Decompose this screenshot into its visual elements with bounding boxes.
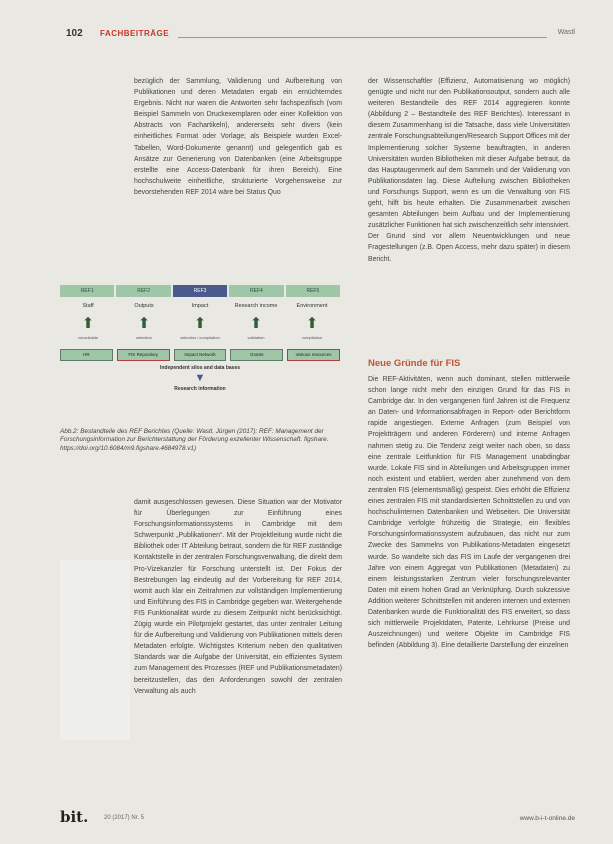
issue-number: 20 (2017) Nr. 5 — [104, 815, 145, 821]
paragraph: bezüglich der Sammlung, Validierung und Aufbereitung von Publikationen und deren Metadaten ergab ein ernüchterndes Ergebnis. Nicht nur waren die Antworten sehr fachspezifisch (vom Beispiel Sammeln von Druckexemplaren oder einer Kollektion von Abstracts von Fachartikeln), andererseits sehr divers (kein einheitliches Format oder Vorlage; als Beispiele wurden Excel-Tabellen, Word-Dokumente genannt) und gelegentlich gab es Ansätze zur Generierung von Datenbanken (eine Arbeitsgruppe erstellte eine Access-Datenbank für ihren Bereich). Eine hochschulweite einheitliche, strukturierte Vorgehensweise zur bevorstehenden REF 2014 wäre bei Status Quo — [134, 78, 342, 196]
ref-arrows — [60, 315, 340, 333]
up-arrow-icon: ⬆ — [137, 315, 151, 332]
ref-bar-1: REF1 — [60, 285, 114, 297]
figure-research-line: Research information — [174, 386, 226, 392]
ref-sublabel: validation — [247, 335, 265, 340]
ref-bar-5: REF5 — [286, 285, 340, 297]
figure-caption: Abb.2: Bestandteile des REF Berichtes (Quelle: Wastl, Jürgen (2017): REF: Management der Forschungsinformation zur Berichterstattung der Förderung exzellenter Wissenschaft. figshare. https://doi.org/10.6084/m9.figshare.4684978.v1) — [60, 428, 329, 452]
ref-labels — [60, 303, 340, 309]
section-title: FACHBEITRÄGE — [100, 29, 170, 38]
ref-sublabel: selection — [136, 335, 152, 340]
figure-data-line: Independent silos and data bases — [159, 365, 241, 371]
header-rule — [178, 37, 547, 38]
ref-label-income: Research income — [234, 303, 278, 309]
source-box: Grants — [230, 349, 283, 361]
ref-label-impact: Impact — [191, 303, 209, 309]
up-arrow-icon: ⬆ — [249, 315, 263, 332]
ref-label-environment: Environment — [296, 303, 328, 309]
ref-sublabel: consolidate — [77, 335, 99, 340]
paragraph: Die REF-Aktivitäten, wenn auch dominant, stellen mittlerweile schon lange nicht mehr den einzigen Grund für das FIS in Cambridge dar. In den vergangenen fünf Jahren ist die Frequenz an Daten- und Informationsabfragen in Report- oder Berichtform rapide angestiegen. Externe Anfragen (zum Beispiel von Projektträgern und anderen Förderern) und interne Anfragen nahmen stetig zu. Die Tendenz zeigt weiter nach oben, so dass eine zentrale Leitfunktion für FIS Management unabdingbar wurde. Lokale FIS sind in Abteilungen und Arbeitsgruppen immer noch existent und etabliert, werden aber zunehmend von dem zentralen FIS (elementsmäßig) gespeist. Dies erhöht die Effizienz eines zentralen FIS mit standardisierten Schnittstellen zu und von hochschulinternen Datenbanken und Webseiten. Die Universität Cambridge verfolgte frühzeitig die Strategie, ein flexibles Forschungsinformationssystem aufzubauen, das nicht nur zum Zwecke des Sammelns von Publikations-Metadaten eingesetzt wurde. So wandelte sich das FIS im Laufe der vergangenen drei Jahre von einem Aggregat von Publikationen (Metadaten) zu einem leistungsstarken Zentrum vieler forschungsrelevanter Daten mit einem hohen Grad an Verknüpfung. Durch sukzessive Addition weiterer Schnittstellen mit anderen internen und externen Datenbanken wurde die Funktionalität des FIS erweitert, so dass sich mittlerweile Projektdaten, Patente, Lehrkurse (Preise und Auszeichnungen) und weitere Objekte im Cambridge FIS befinden (Abbildung 3). Eine detaillierte Darstellung der einzelnen — [368, 376, 570, 650]
ref-sublabels — [60, 335, 340, 340]
author-name: Wastl — [557, 29, 575, 36]
down-arrow-icon: ▼ — [194, 372, 206, 384]
left-column-top-text — [134, 76, 342, 198]
right-column-bottom-text — [368, 374, 570, 651]
ref-bar-3: REF3 — [173, 285, 227, 297]
up-arrow-icon: ⬆ — [305, 315, 319, 332]
up-arrow-icon: ⬆ — [193, 315, 207, 332]
source-box: HR — [60, 349, 113, 361]
ref-diagram-figure — [60, 285, 340, 422]
section-heading: Neue Gründe für FIS — [368, 358, 461, 369]
paragraph: damit ausgeschlossen gewesen. Diese Situation war der Motivator für Überlegungen zur Einführung eines Forschungsinformationssystems in Cambridge mit dem Schwerpunkt „Publikationen“. Mit der Projektleitung wurde nicht die Bibliothek oder IT Abteilung betraut, sondern die für REF zuständige Kontaktstelle in der zentralen Forschungsverwaltung, die direkt dem Pro-Vizekanzler für Forschung unterstellt ist. Der Fokus der Bestrebungen lag eindeutig auf der Vorbereitung für REF 2014, womit auch klar ein Zeitrahmen zur vollständigen Implementierung und Einführung des FIS in Cambridge gegeben war. Weitergehende FIS Funktionalität wurde zu diesem Zeitpunkt nicht berücksichtigt. Zügig wurde ein Pilotprojekt gestartet, das unter zentraler Leitung für die Aufbereitung und Validierung von Publikationen mittels deren Metadaten erfolgte. Wichtigstes Kriterium neben den qualitativen Standards war die Aufgabe der Universität, ein effizientes System zum Management des Prozesses (REF und Publikationsmetadaten) bereitzustellen, das den Anforderungen sowohl der zentralen Verwaltung als auch — [134, 499, 342, 695]
ref-bars — [60, 285, 340, 297]
ref-sublabel: selection / compilation — [180, 335, 220, 340]
ref-sublabel: compilation — [301, 335, 323, 340]
page-number: 102 — [66, 28, 83, 39]
scan-shadow — [60, 560, 130, 740]
source-box: Impact Network — [174, 349, 227, 361]
ref-bar-2: REF2 — [116, 285, 170, 297]
footer-url: www.b-i-t-online.de — [519, 815, 575, 822]
ref-label-outputs: Outputs — [134, 303, 154, 309]
right-column-top-text — [368, 76, 570, 265]
source-box: Various resources — [287, 349, 340, 361]
up-arrow-icon: ⬆ — [81, 315, 95, 332]
source-box: FIS Repository — [117, 349, 170, 361]
bit-logo: bit. — [60, 808, 89, 826]
ref-label-staff: Staff — [82, 303, 94, 309]
ref-bar-4: REF4 — [229, 285, 283, 297]
ref-source-boxes — [60, 349, 340, 361]
paragraph: der Wissenschaftler (Effizienz, Automatisierung wo möglich) genügte und nicht nur den Publikationsoutput, sondern auch alle weiteren Bestandteile des REF 2014 aggregieren konnte (Abbildung 2 – Bestandteile des REF Berichtes). Interessant in diesem Zusammenhang ist die Tatsache, dass viele Universitäten zentrale Forschungsabteilungen/Research Support Offices mit der Implementierung solcher Systeme beauftragten, in anderen Universitäten wurden Bibliotheken mit dieser Aufgabe betraut, da das Hauptaugenmerk auf dem Sammeln und der Validierung von Publikationsdaten lag. Diese Aufteilung zwischen Bibliotheken und Forschungs Support, wenn es um die Verwaltung von FIS geht, hilft bis heute erhalten. Die Zusammenarbeit zwischen gesamten Abteilungen beim Aufbau und der Implementierung zusätzlicher Funktionen hat sich zwischenzeitlich sehr intensiviert. Der Grund sind vor allem Neuentwicklungen und neue Fragestellungen (z.B. Open Access, mehr dazu später) in diesem Bericht. — [368, 78, 570, 263]
page-header — [66, 28, 575, 42]
left-column-bottom-text — [134, 497, 342, 697]
